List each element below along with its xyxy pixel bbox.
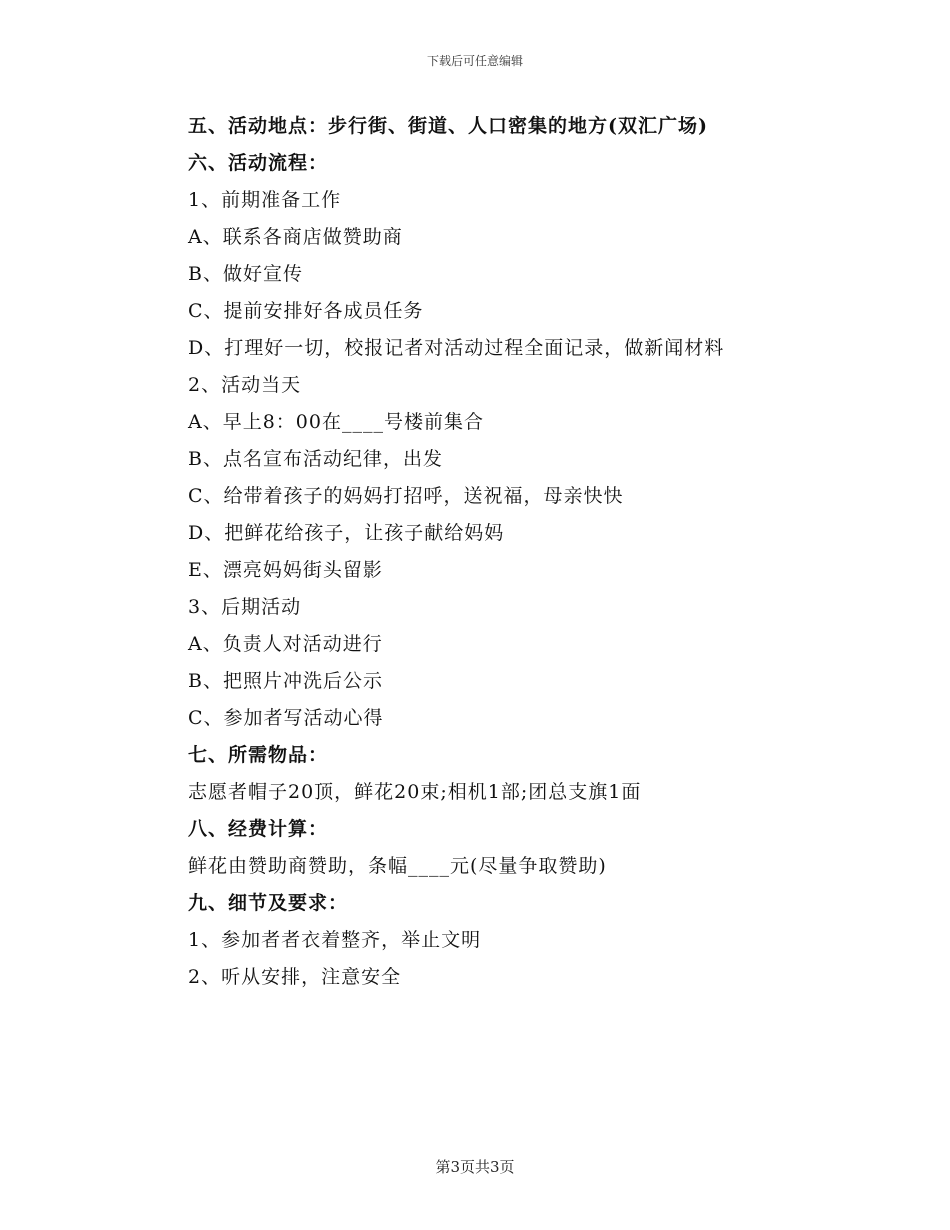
text-line: 2、听从安排，注意安全	[188, 966, 402, 988]
text-line: C、给带着孩子的妈妈打招呼，送祝福，母亲快快	[188, 485, 624, 507]
text-line: 志愿者帽子20顶，鲜花20束;相机1部;团总支旗1面	[188, 781, 642, 803]
text-line: 八、经费计算：	[188, 818, 329, 840]
page-footer: 第3页共3页	[435, 1158, 515, 1176]
page-header: 下载后可任意编辑	[426, 54, 523, 68]
text-line: 2、活动当天	[188, 374, 302, 396]
text-line: B、点名宣布活动纪律，出发	[188, 448, 443, 470]
text-line: E、漂亮妈妈街头留影	[188, 559, 383, 581]
text-line: A、早上8：00在____号楼前集合	[188, 411, 484, 433]
text-line: 九、细节及要求：	[188, 892, 349, 914]
text-line: C、提前安排好各成员任务	[188, 300, 424, 322]
text-line: 1、前期准备工作	[188, 189, 342, 211]
text-line: 鲜花由赞助商赞助，条幅____元(尽量争取赞助)	[188, 855, 607, 877]
text-line: C、参加者写活动心得	[188, 707, 384, 729]
text-line: 七、所需物品：	[188, 744, 329, 766]
text-line: 六、活动流程：	[188, 152, 329, 174]
text-line: 五、活动地点：步行街、街道、人口密集的地方(双汇广场)	[188, 115, 708, 137]
text-line: 3、后期活动	[188, 596, 302, 618]
text-line: D、打理好一切，校报记者对活动过程全面记录，做新闻材料	[188, 337, 725, 359]
text-line: B、做好宣传	[188, 263, 303, 285]
document-body	[188, 108, 788, 996]
text-line: 1、参加者者衣着整齐，举止文明	[188, 929, 482, 951]
text-line: A、负责人对活动进行	[188, 633, 383, 655]
text-line: D、把鲜花给孩子，让孩子献给妈妈	[188, 522, 505, 544]
text-line: B、把照片冲洗后公示	[188, 670, 383, 692]
text-line: A、联系各商店做赞助商	[188, 226, 403, 248]
